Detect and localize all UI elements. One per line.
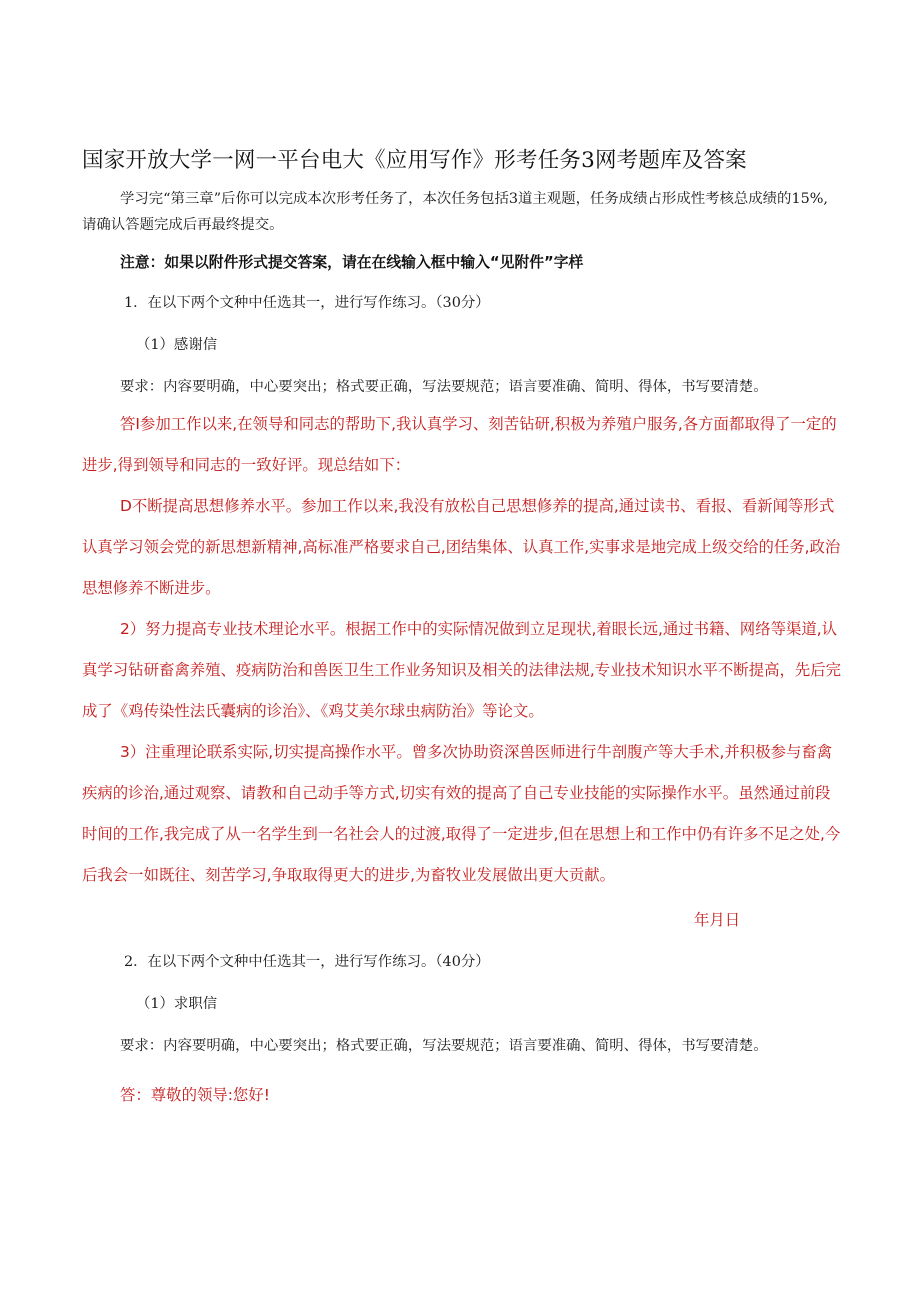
question-2-requirement: 要求：内容要明确，中心要突出；格式要正确，写法要规范；语言要准确、简明、得体，书写要清楚。 [120,1038,768,1054]
notice-text: 注意：如果以附件形式提交答案，请在在线输入框中输入“见附件”字样 [120,254,584,271]
question-1-requirement: 要求：内容要明确，中心要突出；格式要正确，写法要规范；语言要准确、简明、得体，书写要清楚。 [120,379,768,395]
question-1-prompt: 1．在以下两个文种中任选其一，进行写作练习。（30分） [124,295,490,311]
question-2-answer-start: 答：尊敬的领导:您好! [120,1086,270,1104]
question-2-option: （1）求职信 [136,996,218,1012]
question-1-answer-paragraph-2: D不断提高思想修养水平。参加工作以来,我没有放松自己思想修养的提高,通过读书、看报、看新闻等形式认真学习领会党的新思想新精神,高标准严格要求自己,团结集体、认真工作,实事求是地完成上级交给的任务,政治思想修养不断进步。 [82,497,841,597]
question-1-answer-paragraph-1: 答I参加工作以来,在领导和同志的帮助下,我认真学习、刻苦钻研,积极为养殖户服务,各方面都取得了一定的进步,得到领导和同志的一致好评。现总结如下： [82,415,837,474]
intro-paragraph: 学习完“第三章”后你可以完成本次形考任务了，本次任务包括3道主观题，任务成绩占形成性考核总成绩的15%,请确认答题完成后再最终提交。 [82,191,829,233]
question-2-prompt: 2．在以下两个文种中任选其一，进行写作练习。（40分） [124,954,490,970]
document-title: 国家开放大学一网一平台电大《应用写作》形考任务3网考题库及答案 [82,148,747,173]
question-1-answer-paragraph-3: 2）努力提高专业技术理论水平。根据工作中的实际情况做到立足现状,着眼长远,通过书籍、网络等渠道,认真学习钻研畜禽养殖、疫病防治和兽医卫生工作业务知识及相关的法律法规,专业技术知识水平不断提高，先后完成了《鸡传染性法氏囊病的诊治》、《鸡艾美尔球虫病防治》等论文。 [82,620,842,720]
answer-date: 年月日 [694,911,741,929]
question-1-answer-paragraph-4: 3）注重理论联系实际,切实提高操作水平。曾多次协助资深兽医师进行牛剖腹产等大手术,并积极参与畜禽疾病的诊治,通过观察、请教和自己动手等方式,切实有效的提高了自己专业技能的实际操作水平。虽然通过前段时间的工作,我完成了从一名学生到一名社会人的过渡,取得了一定进步,但在思想上和工作中仍有许多不足之处,今后我会一如既往、刻苦学习,争取取得更大的进步,为畜牧业发展做出更大贡献。 [82,743,841,884]
question-1-option: （1）感谢信 [136,337,218,353]
